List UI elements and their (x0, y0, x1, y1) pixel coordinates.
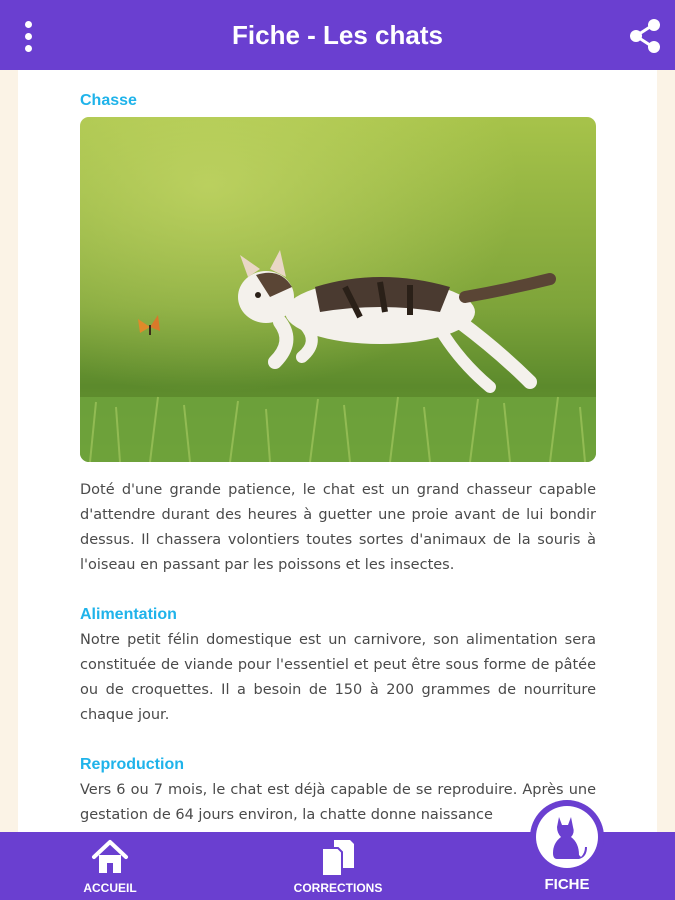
documents-icon (320, 838, 356, 878)
nav-label-fiche: FICHE (544, 876, 590, 893)
nav-label-accueil: ACCUEIL (83, 881, 137, 895)
section-title-alimentation: Alimentation (80, 606, 177, 623)
section-title-reproduction: Reproduction (80, 756, 184, 773)
home-icon (90, 838, 130, 876)
paragraph-reproduction: Vers 6 ou 7 mois, le chat est déjà capable de se reproduire. Après une gestation de 64 jours environ, la chatte donne naissance (80, 782, 596, 823)
kitten-photo (80, 117, 596, 462)
more-vert-icon[interactable] (12, 16, 44, 56)
paragraph-alimentation: Notre petit félin domestique est un carnivore, son alimentation sera constituée de viande pour l'essentiel et peut être sous forme de pâtée ou de croquettes. Il a besoin de 150 à 200 grammes de nourriture chaque jour. (80, 632, 596, 723)
fiche-icon-holder (536, 806, 598, 868)
nav-item-accueil[interactable] (35, 832, 185, 900)
paragraph-chasse: Doté d'une grande patience, le chat est un grand chasseur capable d'attendre durant des heures à guetter une proie avant de lui bondir dessus. Il chassera volontiers toutes sortes d'animaux de la souris à l'oiseau en passant par les poissons et les insectes. (80, 482, 596, 573)
app-bar (0, 0, 675, 70)
page-title: Fiche - Les chats (232, 19, 443, 50)
nav-label-corrections: CORRECTIONS (293, 881, 383, 895)
fiche-active-indicator[interactable] (530, 800, 604, 874)
section-title-chasse: Chasse (80, 92, 137, 109)
share-icon[interactable] (625, 16, 665, 56)
nav-item-corrections[interactable] (263, 832, 413, 900)
content-card[interactable] (18, 70, 657, 840)
cat-icon (545, 813, 589, 861)
